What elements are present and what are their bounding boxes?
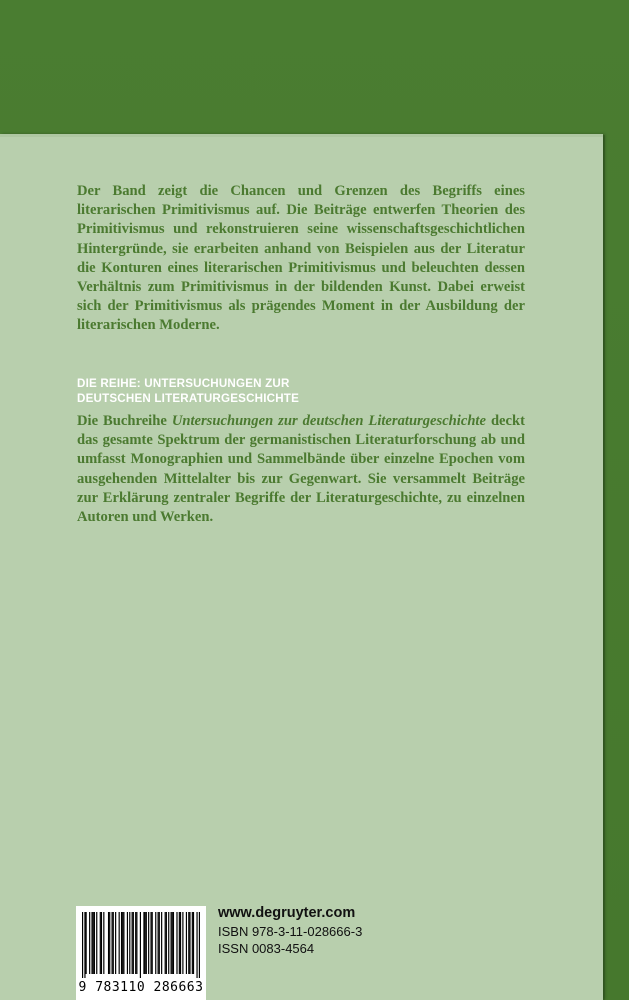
isbn: ISBN 978-3-11-028666-3 <box>218 924 363 939</box>
barcode-bar <box>179 912 180 974</box>
barcode-bar <box>150 912 151 974</box>
issn: ISSN 0083-4564 <box>218 941 315 956</box>
series-description <box>77 412 525 527</box>
barcode-bar <box>196 912 197 978</box>
barcode-bar <box>135 912 136 974</box>
barcode-bar <box>176 912 177 974</box>
book-description: Der Band zeigt die Chancen und Grenzen des Begriffs eines literarischen Primitivismus auf. Die Beiträge entwerfen Theorien des Primitivismus und rekonstruieren seine wissenschaftsgeschichtlichen Hintergründe, sie erarbeiten anhand von Beispielen aus der Literatur die Konturen eines literarischen Primitivismus und beleuchten dessen Verhältnis zum Primitivismus in der bildenden Kunst. Dabei erweist sich der Primitivismus als prägendes Moment in der Ausbildung der literarischen Moderne. <box>77 183 525 334</box>
barcode-bar <box>84 912 85 978</box>
barcode-bar <box>155 912 156 974</box>
barcode-bar <box>123 912 124 974</box>
panel-shadow <box>603 135 605 1000</box>
barcode <box>76 906 206 1000</box>
series-text-after: deckt das gesamte Spektrum der germanistischen Literaturforschung ab und umfasst Monographien und Sammelbände über einzelne Epochen vom ausgehenden Mittelalter bis zur Gegenwart. Sie versammelt Beiträge zur Erklärung zentraler Begriffe der Literaturgeschichte, zu einzelnen Autoren und Werken. <box>77 413 525 526</box>
barcode-bar <box>173 912 174 974</box>
barcode-bar <box>91 912 92 974</box>
barcode-bar <box>93 912 94 974</box>
barcode-bar <box>186 912 187 974</box>
barcode-bar <box>158 912 159 974</box>
barcode-bar <box>121 912 122 974</box>
barcode-bar <box>89 912 90 974</box>
barcode-bar <box>127 912 128 974</box>
barcode-bar <box>159 912 160 974</box>
barcode-bar <box>112 912 113 974</box>
barcode-bar <box>166 912 167 974</box>
barcode-bar <box>94 912 95 974</box>
barcode-bar <box>108 912 109 974</box>
barcode-bar <box>165 912 166 974</box>
barcode-bar <box>146 912 147 974</box>
barcode-bars <box>82 912 200 978</box>
barcode-bar <box>115 912 116 974</box>
barcode-bar <box>145 912 146 974</box>
barcode-bar <box>140 912 141 978</box>
barcode-bar <box>122 912 123 974</box>
barcode-bar <box>103 912 104 974</box>
barcode-bar <box>96 912 97 974</box>
barcode-bar <box>161 912 162 974</box>
barcode-bar <box>152 912 153 974</box>
barcode-bar <box>180 912 181 974</box>
series-heading-line2: DEUTSCHEN LITERATURGESCHICHTE <box>77 392 300 405</box>
publisher-url[interactable]: www.degruyter.com <box>218 905 356 921</box>
barcode-bar <box>132 912 133 974</box>
panel-top-edge <box>0 134 603 137</box>
barcode-bar <box>113 912 114 974</box>
barcode-bar <box>109 912 110 974</box>
series-title: Untersuchungen zur deutschen Literaturgeschichte <box>171 413 486 429</box>
series-text-before: Die Buchreihe <box>77 413 172 429</box>
barcode-bar <box>129 912 130 974</box>
barcode-bar <box>199 912 200 978</box>
series-heading <box>77 376 477 406</box>
barcode-bar <box>82 912 83 978</box>
barcode-bar <box>182 912 183 974</box>
barcode-bar <box>168 912 169 974</box>
barcode-bar <box>136 912 137 974</box>
barcode-bar <box>189 912 190 974</box>
barcode-bar <box>193 912 194 974</box>
barcode-bar <box>86 912 87 974</box>
barcode-bar <box>100 912 101 974</box>
barcode-digits: 9 783110 286663 <box>78 980 204 995</box>
barcode-bar <box>119 912 120 974</box>
barcode-bar <box>101 912 102 974</box>
text-panel <box>0 134 603 1000</box>
barcode-bar <box>188 912 189 974</box>
barcode-bar <box>171 912 172 974</box>
barcode-bar <box>143 912 144 974</box>
barcode-bar <box>172 912 173 974</box>
barcode-bar <box>133 912 134 974</box>
barcode-bar <box>148 912 149 974</box>
barcode-bar <box>192 912 193 974</box>
series-heading-line1: DIE REIHE: UNTERSUCHUNGEN ZUR <box>77 377 290 390</box>
